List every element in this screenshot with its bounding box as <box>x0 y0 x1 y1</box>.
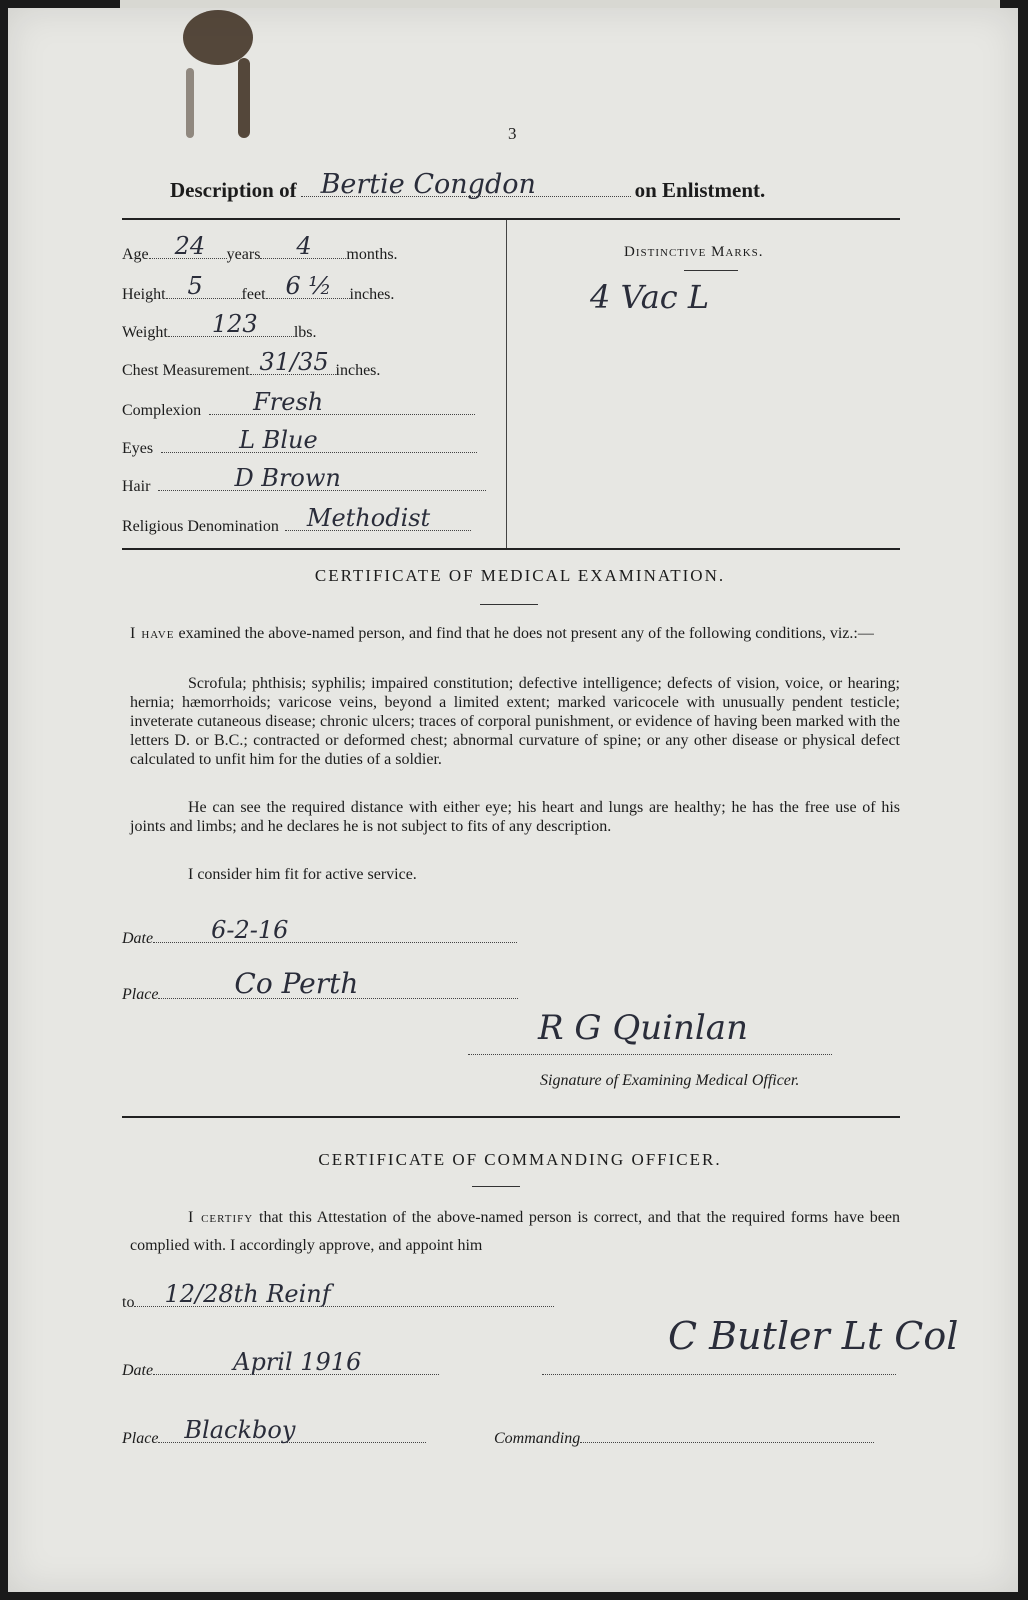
medical-certificate-title: CERTIFICATE OF MEDICAL EXAMINATION. <box>314 566 726 585</box>
medical-fit-statement: I consider him fit for active service. <box>188 866 417 883</box>
eyes-row <box>122 426 477 458</box>
top-rule <box>122 218 900 220</box>
column-divider <box>506 220 507 548</box>
height-label: Height <box>122 286 166 303</box>
medical-date-label: Date <box>122 930 154 947</box>
religion-label: Religious Denomination <box>122 518 279 535</box>
age-label: Age <box>122 246 149 263</box>
commanding-date-row <box>122 1348 439 1380</box>
commanding-certify-rest: that this Attestation of the above-named person is correct, and that the required forms have been complied with. I accordingly approve, and appoint him <box>130 1209 901 1254</box>
fields-bottom-rule <box>122 548 900 550</box>
to-label: to <box>122 1294 135 1311</box>
eyes-label: Eyes <box>122 440 154 457</box>
inches-label: inches. <box>349 286 395 303</box>
description-suffix: on Enlistment. <box>634 178 766 202</box>
age-row <box>122 232 398 264</box>
commanding-label: Commanding <box>494 1430 581 1447</box>
weight-label: Weight <box>122 324 168 341</box>
chest-unit-label: inches. <box>335 362 381 379</box>
hair-row <box>122 464 486 496</box>
medical-vision-statement: He can see the required distance with either eye; his heart and lungs are healthy; he has the free use of his joints and limbs; and he declares he is not subject to fits of any description. <box>130 799 900 835</box>
commanding-certify-lead: I certify <box>188 1209 254 1226</box>
medical-place-value: Co Perth <box>234 967 359 1000</box>
commanding-date-value: April 1916 <box>233 1348 362 1376</box>
attestation-page <box>8 8 1018 1592</box>
feet-label: feet <box>241 286 266 303</box>
commanding-place-row <box>122 1416 426 1448</box>
medical-intro <box>130 624 900 643</box>
complexion-label: Complexion <box>122 402 202 419</box>
weight-value: 123 <box>211 310 258 338</box>
page-number: 3 <box>508 124 517 143</box>
commanding-signature-line <box>542 1364 896 1375</box>
months-label: months. <box>346 246 398 263</box>
eyes-value: L Blue <box>239 426 318 454</box>
years-label: years <box>226 246 261 263</box>
height-inches-value: 6 ½ <box>285 272 332 300</box>
lbs-label: lbs. <box>293 324 317 341</box>
hair-value: D Brown <box>234 464 341 492</box>
commanding-title-rule <box>472 1186 520 1187</box>
distinctive-marks-rule <box>684 270 738 271</box>
chest-value: 31/35 <box>259 348 329 376</box>
ink-stain <box>183 10 253 65</box>
commanding-date-label: Date <box>122 1362 154 1379</box>
age-months-value: 4 <box>296 232 312 260</box>
religion-row <box>122 504 471 536</box>
medical-date-row <box>122 916 517 948</box>
medical-conditions: Scrofula; phthisis; syphilis; impaired constitution; defective intelligence; defects of vision, voice, or hearing; hernia; hæmorrhoids; varicose veins, beyond a limited extent; marked varicocele with unusually pendent testicle; inveterate cutaneous disease; chronic ulcers; traces of corporal punishment, or evidence of having been marked with the letters D. or B.C.; contracted or deformed chest; abnormal curvature of spine; or any other disease or physical defect calculated to unfit him for the duties of a soldier. <box>130 675 900 768</box>
commanding-role-row <box>494 1424 874 1448</box>
commanding-officer-signature: C Butler Lt Col <box>668 1314 959 1358</box>
medical-place-row <box>122 967 518 1004</box>
ink-stain-drip <box>186 68 194 138</box>
appointment-row <box>122 1280 554 1312</box>
chest-row <box>122 348 381 380</box>
medical-date-value: 6-2-16 <box>211 916 289 944</box>
chest-label: Chest Measurement <box>122 362 250 379</box>
commanding-certificate-title: CERTIFICATE OF COMMANDING OFFICER. <box>318 1150 722 1169</box>
medical-title-rule <box>480 604 538 605</box>
commanding-place-label: Place <box>122 1430 159 1447</box>
commanding-certify-text <box>130 1204 900 1260</box>
description-heading <box>170 169 910 203</box>
medical-signature-label: Signature of Examining Medical Officer. <box>540 1072 800 1089</box>
section-rule <box>122 1116 900 1118</box>
medical-intro-text: examined the above-named person, and find that he does not present any of the following conditions, viz.:— <box>178 625 874 642</box>
height-feet-value: 5 <box>187 272 203 300</box>
weight-row <box>122 310 317 342</box>
ink-stain-drip <box>238 58 250 138</box>
commanding-place-value: Blackboy <box>184 1416 296 1444</box>
description-prefix: Description of <box>170 178 297 202</box>
appointment-value: 12/28th Reinf <box>164 1280 331 1308</box>
medical-officer-signature: R G Quinlan <box>538 1008 748 1048</box>
complexion-value: Fresh <box>253 388 324 416</box>
medical-intro-lead: I have <box>130 625 175 642</box>
hair-label: Hair <box>122 478 151 495</box>
distinctive-marks-heading: Distinctive Marks. <box>624 244 764 260</box>
height-row <box>122 272 395 304</box>
religion-value: Methodist <box>306 504 431 532</box>
distinctive-marks-value: 4 Vac L <box>590 278 710 316</box>
medical-place-label: Place <box>122 986 159 1003</box>
complexion-row <box>122 388 475 420</box>
recruit-name: Bertie Congdon <box>320 169 536 200</box>
age-years-value: 24 <box>174 232 206 260</box>
